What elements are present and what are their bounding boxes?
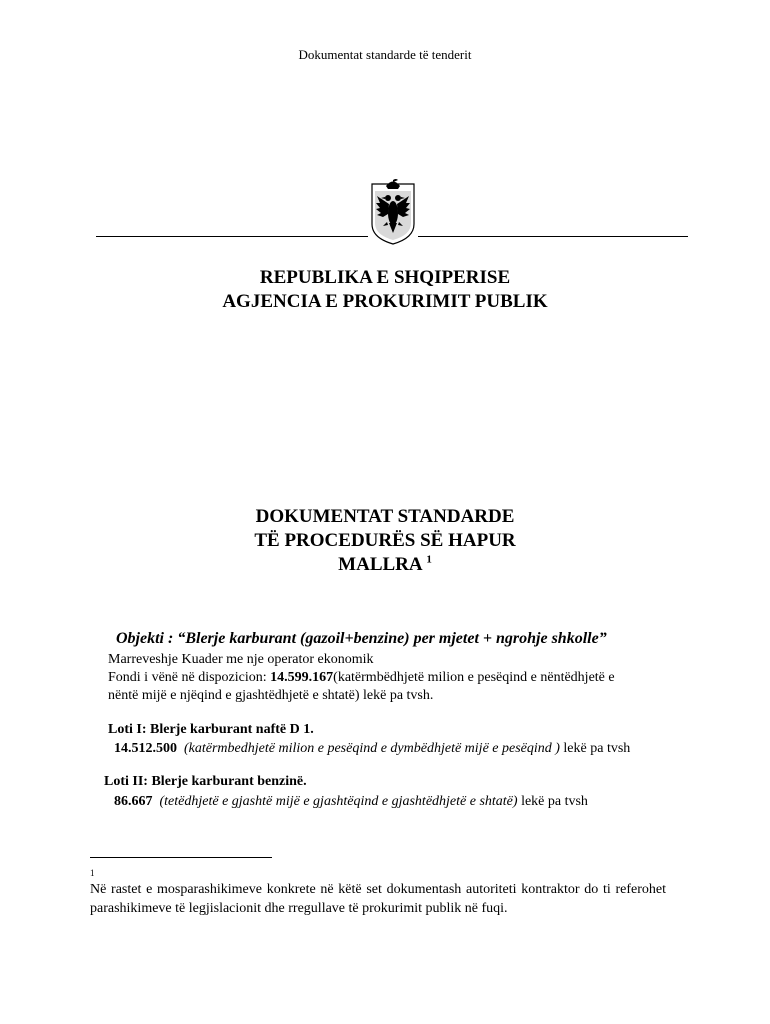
institution-title [0, 266, 770, 314]
fund-info [108, 651, 683, 705]
header-rule-left [96, 236, 368, 237]
institution-line-2: AGJENCIA E PROKURIMIT PUBLIK [222, 291, 548, 312]
document-title-line-3 [0, 553, 770, 577]
fund-words-1: (katërmbëdhjetë milion e pesëqind e nëntëdhjetë e [333, 670, 615, 685]
lot-2-amount: 86.667 [114, 794, 153, 809]
document-title-mallra: MALLRA [338, 554, 422, 575]
footnote-reference: 1 [426, 553, 432, 566]
lot-1-amount-words: (katërmbedhjetë milion e pesëqind e dymbëdhjetë mijë e pesëqind ) [184, 741, 560, 756]
header-rule-right [418, 236, 688, 237]
lot-2-name: Blerje karburant benzinë. [151, 774, 307, 789]
fund-prefix: Fondi i vënë në dispozicion: [108, 670, 271, 685]
lot-1-amount: 14.512.500 [114, 741, 177, 756]
lot-1-name: Blerje karburant naftë D 1. [150, 722, 314, 737]
institution-line-1: REPUBLIKA E SHQIPERISE [259, 267, 511, 288]
lot-2-title: Loti II: Blerje karburant benzinë. [104, 774, 307, 789]
lot-2-amount-words: (tetëdhjetë e gjashtë mijë e gjashtëqind e gjashtëdhjetë e shtatë) [159, 794, 518, 809]
footnote-separator [90, 857, 272, 858]
lot-2-label: Loti II [104, 774, 144, 789]
fund-line-1 [108, 669, 683, 687]
lot-1-suffix: lekë pa tvsh [559, 741, 631, 756]
lot-1-label: Loti I [108, 722, 142, 737]
lot-1-title: Loti I: Blerje karburant naftë D 1. [108, 722, 314, 737]
document-title [0, 505, 770, 577]
footnote-marker: 1 [90, 868, 95, 878]
footnote-text: Në rastet e mosparashikimeve konkrete në këtë set dokumentash autoriteti kontraktor do ti referohet parashikimeve të legjislacionit dhe rregullave të prokurimit publik në fuqi. [90, 882, 666, 916]
fund-amount: 14.599.167 [270, 670, 334, 685]
lot-1-amount-line [114, 741, 630, 757]
document-title-line-1: DOKUMENTAT STANDARDE [255, 506, 515, 527]
fund-words-2: nëntë mijë e njëqind e gjashtëdhjetë e shtatë) lekë pa tvsh. [108, 688, 434, 703]
lot-2-suffix: lekë pa tvsh [517, 794, 588, 809]
albanian-eagle-emblem-icon [369, 176, 417, 246]
lot-2-amount-line [114, 794, 588, 810]
framework-agreement: Marreveshje Kuader me nje operator ekonomik [108, 652, 374, 667]
running-header: Dokumentat standarde të tenderit [298, 47, 472, 62]
tender-object: Objekti : “Blerje karburant (gazoil+benzine) per mjetet + ngrohje shkolle” [116, 630, 607, 647]
document-title-line-2: TË PROCEDURËS SË HAPUR [254, 530, 516, 551]
